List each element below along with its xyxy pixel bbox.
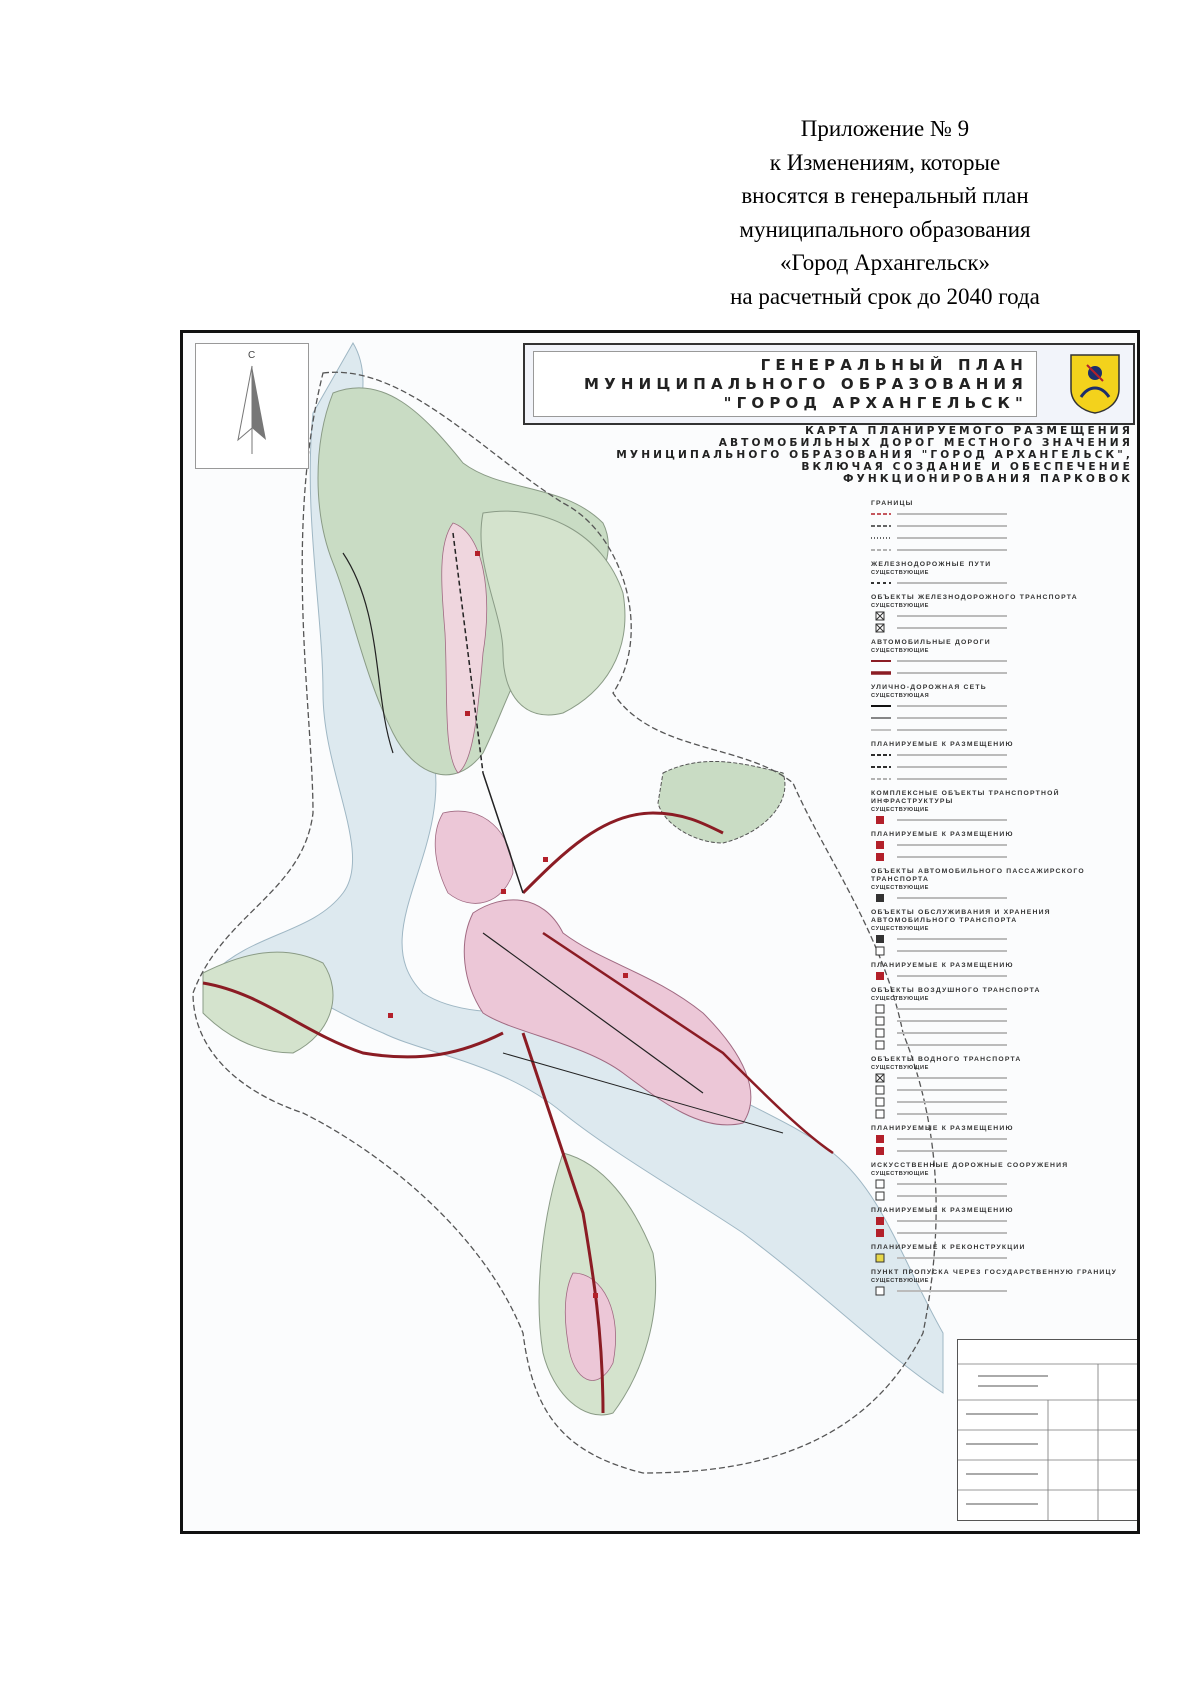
legend-symbol-icon <box>871 893 891 903</box>
legend-item <box>871 712 1136 724</box>
legend-subheading: СУЩЕСТВУЮЩИЕ <box>871 996 929 1002</box>
legend-heading: ПЛАНИРУЕМЫЕ К РАЗМЕЩЕНИЮ <box>871 831 1014 838</box>
legend-item <box>871 508 1136 520</box>
legend-item-text-placeholder <box>897 1044 1007 1046</box>
west-territory <box>203 952 333 1053</box>
legend-item <box>871 520 1136 532</box>
legend-symbol-icon <box>871 545 891 555</box>
legend-symbol-icon <box>871 1097 891 1107</box>
legend-item <box>871 1252 1136 1264</box>
legend-item <box>871 577 1136 589</box>
legend-heading: КОМПЛЕКСНЫЕ ОБЪЕКТЫ ТРАНСПОРТНОЙ ИНФРАСТРУКТУРЫ <box>871 790 1060 805</box>
legend-item <box>871 1215 1136 1227</box>
legend-symbol-icon <box>871 971 891 981</box>
map-subtitle-line-2: АВТОМОБИЛЬНЫХ ДОРОГ МЕСТНОГО ЗНАЧЕНИЯ <box>718 437 1133 449</box>
legend-item-text-placeholder <box>897 778 1007 780</box>
legend-symbol-icon <box>871 840 891 850</box>
legend-symbol-icon <box>871 701 891 711</box>
legend-symbol-icon <box>871 713 891 723</box>
legend-item <box>871 724 1136 736</box>
legend-symbol-icon <box>871 1228 891 1238</box>
map-title-block <box>523 343 1135 425</box>
map-title-line-1: ГЕНЕРАЛЬНЫЙ ПЛАН <box>760 356 1028 374</box>
appendix-line-4: муниципального образования <box>739 216 1031 242</box>
map-subtitle-line-4: ВКЛЮЧАЯ СОЗДАНИЕ И ОБЕСПЕЧЕНИЕ <box>801 461 1133 473</box>
legend-symbol-icon <box>871 1085 891 1095</box>
legend-symbol-icon <box>871 946 891 956</box>
legend-symbol-icon <box>871 623 891 633</box>
legend-heading: ПЛАНИРУЕМЫЕ К РАЗМЕЩЕНИЮ <box>871 1207 1014 1214</box>
legend-item-text-placeholder <box>897 1290 1007 1292</box>
legend-item <box>871 851 1136 863</box>
legend-item <box>871 1096 1136 1108</box>
legend-symbol-icon <box>871 1216 891 1226</box>
legend-symbol-icon <box>871 1073 891 1083</box>
legend-item <box>871 933 1136 945</box>
legend-item-text-placeholder <box>897 672 1007 674</box>
compass-rose <box>195 343 309 469</box>
legend-symbol-icon <box>871 1040 891 1050</box>
legend-symbol-icon <box>871 668 891 678</box>
legend-symbol-icon <box>871 725 891 735</box>
legend-symbol-icon <box>871 1016 891 1026</box>
legend-heading: ОБЪЕКТЫ ВОДНОГО ТРАНСПОРТА <box>871 1056 1022 1063</box>
transport-object <box>465 711 470 716</box>
transport-object <box>623 973 628 978</box>
legend-symbol-icon <box>871 533 891 543</box>
legend-heading: ЖЕЛЕЗНОДОРОЖНЫЕ ПУТИ <box>871 561 992 568</box>
legend-item-text-placeholder <box>897 975 1007 977</box>
legend-item-text-placeholder <box>897 525 1007 527</box>
legend-heading: ПЛАНИРУЕМЫЕ К РЕКОНСТРУКЦИИ <box>871 1244 1026 1251</box>
legend-item <box>871 1133 1136 1145</box>
legend-item-text-placeholder <box>897 1232 1007 1234</box>
appendix-caption <box>660 112 1110 313</box>
legend-item <box>871 1178 1136 1190</box>
legend-item-text-placeholder <box>897 582 1007 584</box>
legend-symbol-icon <box>871 1146 891 1156</box>
legend-item <box>871 1084 1136 1096</box>
legend-symbol-icon <box>871 1286 891 1296</box>
map-subtitle-line-3: МУНИЦИПАЛЬНОГО ОБРАЗОВАНИЯ "ГОРОД АРХАНГЕЛЬСК", <box>616 449 1133 461</box>
legend-subheading: СУЩЕСТВУЮЩИЕ <box>871 885 929 891</box>
legend-item-text-placeholder <box>897 1113 1007 1115</box>
transport-object <box>593 1293 598 1298</box>
legend-heading: ПЛАНИРУЕМЫЕ К РАЗМЕЩЕНИЮ <box>871 1125 1014 1132</box>
legend-item <box>871 1108 1136 1120</box>
legend-item <box>871 814 1136 826</box>
legend-item-text-placeholder <box>897 660 1007 662</box>
legend-heading: ПЛАНИРУЕМЫЕ К РАЗМЕЩЕНИЮ <box>871 962 1014 969</box>
legend-item-text-placeholder <box>897 615 1007 617</box>
map-title-line-2: МУНИЦИПАЛЬНОГО ОБРАЗОВАНИЯ <box>583 375 1028 393</box>
legend-symbol-icon <box>871 1004 891 1014</box>
legend-subheading: СУЩЕСТВУЮЩАЯ <box>871 693 930 699</box>
legend-symbol-icon <box>871 578 891 588</box>
legend-heading: ИСКУССТВЕННЫЕ ДОРОЖНЫЕ СООРУЖЕНИЯ <box>871 1162 1069 1169</box>
legend-item <box>871 610 1136 622</box>
legend-item <box>871 1072 1136 1084</box>
legend-item <box>871 1145 1136 1157</box>
drawing-stamp <box>957 1339 1139 1521</box>
legend-heading: ОБЪЕКТЫ ОБСЛУЖИВАНИЯ И ХРАНЕНИЯ АВТОМОБИЛЬНОГО ТРАНСПОРТА <box>871 909 1051 924</box>
legend-item <box>871 544 1136 556</box>
legend-item-text-placeholder <box>897 1020 1007 1022</box>
legend-item-text-placeholder <box>897 819 1007 821</box>
legend-item <box>871 655 1136 667</box>
stamp-grid <box>958 1340 1138 1520</box>
legend-item <box>871 749 1136 761</box>
legend-item-text-placeholder <box>897 1032 1007 1034</box>
legend-item-text-placeholder <box>897 705 1007 707</box>
legend-item <box>871 1190 1136 1202</box>
north-arrow-icon <box>196 344 308 468</box>
legend-symbol-icon <box>871 509 891 519</box>
legend-item-text-placeholder <box>897 844 1007 846</box>
legend-subheading: СУЩЕСТВУЮЩИЕ <box>871 1278 929 1284</box>
legend-item-text-placeholder <box>897 627 1007 629</box>
legend-symbol-icon <box>871 1179 891 1189</box>
legend-item <box>871 839 1136 851</box>
legend-item-text-placeholder <box>897 856 1007 858</box>
legend-item <box>871 945 1136 957</box>
legend-subheading: СУЩЕСТВУЮЩИЕ <box>871 570 929 576</box>
map-subtitle <box>528 425 1133 489</box>
legend-heading: ГРАНИЦЫ <box>871 500 914 507</box>
legend-heading: ОБЪЕКТЫ АВТОМОБИЛЬНОГО ПАССАЖИРСКОГО ТРАНСПОРТА <box>871 868 1085 883</box>
legend-symbol-icon <box>871 1134 891 1144</box>
legend-item-text-placeholder <box>897 717 1007 719</box>
legend-item-text-placeholder <box>897 897 1007 899</box>
legend-symbol-icon <box>871 815 891 825</box>
legend-item <box>871 761 1136 773</box>
legend-symbol-icon <box>871 656 891 666</box>
legend-symbol-icon <box>871 611 891 621</box>
legend-subheading: СУЩЕСТВУЮЩИЕ <box>871 648 929 654</box>
legend-heading: ПЛАНИРУЕМЫЕ К РАЗМЕЩЕНИЮ <box>871 741 1014 748</box>
legend-item <box>871 622 1136 634</box>
legend-item <box>871 892 1136 904</box>
legend-heading: АВТОМОБИЛЬНЫЕ ДОРОГИ <box>871 639 991 646</box>
legend-symbol-icon <box>871 1191 891 1201</box>
legend-subheading: СУЩЕСТВУЮЩИЕ <box>871 1171 929 1177</box>
appendix-line-5: «Город Архангельск» <box>779 250 991 275</box>
legend-item <box>871 773 1136 785</box>
legend-heading: ПУНКТ ПРОПУСКА ЧЕРЕЗ ГОСУДАРСТВЕННУЮ ГРАНИЦУ <box>871 1269 1118 1276</box>
transport-object <box>475 551 480 556</box>
legend-item-text-placeholder <box>897 729 1007 731</box>
legend-heading: УЛИЧНО-ДОРОЖНАЯ СЕТЬ <box>871 684 987 691</box>
compass-north-label: С <box>248 350 256 361</box>
legend-subheading: СУЩЕСТВУЮЩИЕ <box>871 807 929 813</box>
legend-item-text-placeholder <box>897 754 1007 756</box>
legend-heading: ОБЪЕКТЫ ВОЗДУШНОГО ТРАНСПОРТА <box>871 987 1041 994</box>
transport-object <box>543 857 548 862</box>
legend-subheading: СУЩЕСТВУЮЩИЕ <box>871 1065 929 1071</box>
legend-item-text-placeholder <box>897 1220 1007 1222</box>
legend-symbol-icon <box>871 852 891 862</box>
legend-symbol-icon <box>871 750 891 760</box>
legend-item-text-placeholder <box>897 537 1007 539</box>
legend-item <box>871 1039 1136 1051</box>
appendix-line-1: Приложение № 9 <box>800 116 970 141</box>
legend-item-text-placeholder <box>897 1101 1007 1103</box>
legend-item-text-placeholder <box>897 1077 1007 1079</box>
appendix-line-6: на расчетный срок до 2040 года <box>730 283 1040 309</box>
map-legend <box>871 495 1136 1297</box>
transport-object <box>388 1013 393 1018</box>
legend-item <box>871 970 1136 982</box>
legend-item-text-placeholder <box>897 1183 1007 1185</box>
legend-symbol-icon <box>871 1253 891 1263</box>
map-frame <box>180 330 1140 1534</box>
legend-item-text-placeholder <box>897 1089 1007 1091</box>
city-emblem-icon <box>1067 351 1123 415</box>
legend-symbol-icon <box>871 774 891 784</box>
legend-item-text-placeholder <box>897 1257 1007 1259</box>
legend-item-text-placeholder <box>897 513 1007 515</box>
legend-item-text-placeholder <box>897 1138 1007 1140</box>
legend-subheading: СУЩЕСТВУЮЩИЕ <box>871 926 929 932</box>
legend-subheading: СУЩЕСТВУЮЩИЕ <box>871 603 929 609</box>
appendix-line-3: вносятся в генеральный план <box>741 183 1029 208</box>
legend-item-text-placeholder <box>897 950 1007 952</box>
legend-item <box>871 667 1136 679</box>
legend-item-text-placeholder <box>897 1008 1007 1010</box>
legend-item <box>871 1027 1136 1039</box>
legend-symbol-icon <box>871 1028 891 1038</box>
legend-symbol-icon <box>871 934 891 944</box>
legend-item <box>871 1285 1136 1297</box>
legend-item <box>871 1227 1136 1239</box>
legend-symbol-icon <box>871 762 891 772</box>
legend-symbol-icon <box>871 521 891 531</box>
transport-object <box>501 889 506 894</box>
legend-item-text-placeholder <box>897 938 1007 940</box>
legend-item <box>871 1003 1136 1015</box>
legend-heading: ОБЪЕКТЫ ЖЕЛЕЗНОДОРОЖНОГО ТРАНСПОРТА <box>871 594 1078 601</box>
map-title-line-3: "ГОРОД АРХАНГЕЛЬСК" <box>723 394 1028 412</box>
legend-item <box>871 532 1136 544</box>
map-subtitle-line-5: ФУНКЦИОНИРОВАНИЯ ПАРКОВОК <box>843 473 1133 485</box>
legend-item-text-placeholder <box>897 549 1007 551</box>
map-title-panel <box>533 351 1037 417</box>
legend-item-text-placeholder <box>897 1150 1007 1152</box>
legend-item <box>871 700 1136 712</box>
legend-item <box>871 1015 1136 1027</box>
map-subtitle-line-1: КАРТА ПЛАНИРУЕМОГО РАЗМЕЩЕНИЯ <box>805 425 1133 437</box>
legend-item-text-placeholder <box>897 1195 1007 1197</box>
appendix-line-2: к Изменениям, которые <box>769 149 1001 175</box>
legend-symbol-icon <box>871 1109 891 1119</box>
legend-item-text-placeholder <box>897 766 1007 768</box>
